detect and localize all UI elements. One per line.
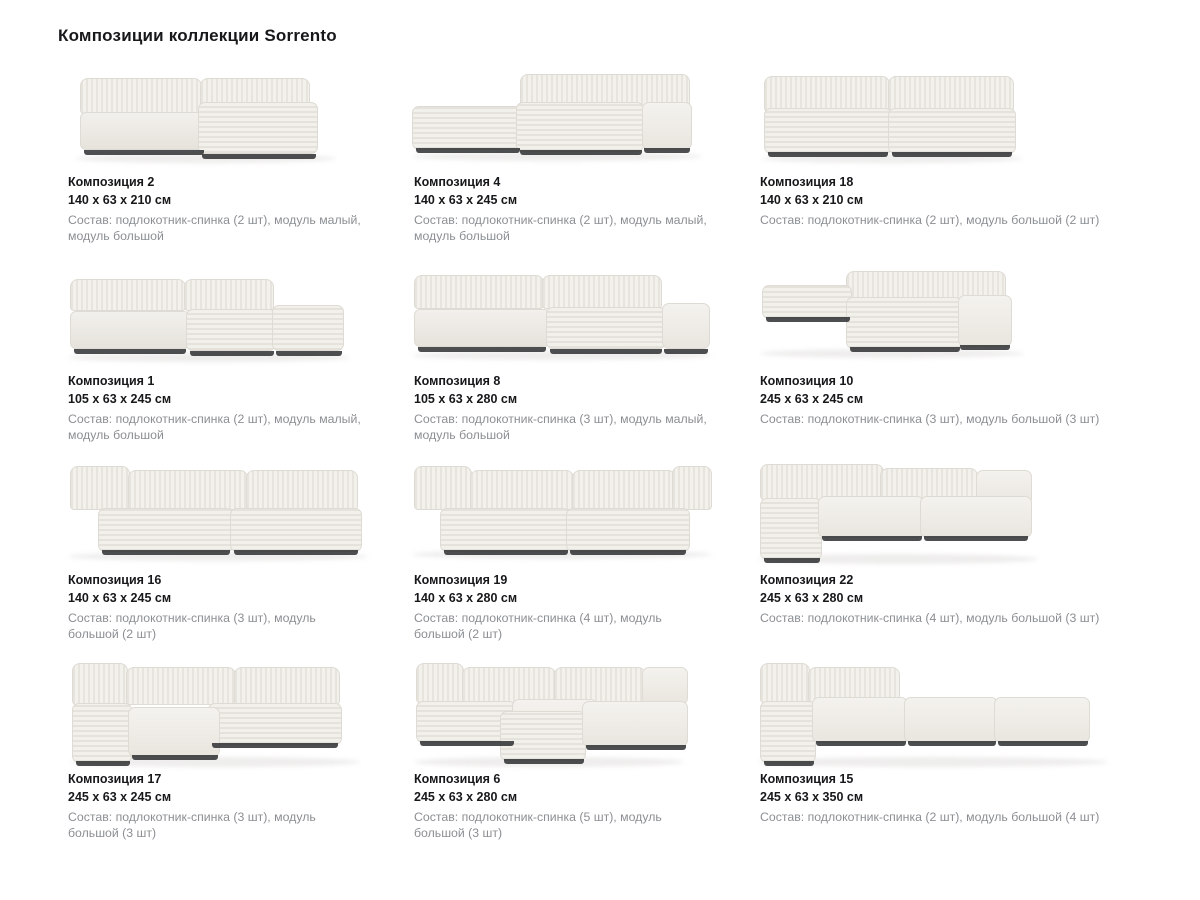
composition-card <box>394 62 734 261</box>
composition-name: Композиция 16 <box>68 573 162 587</box>
composition-name: Композиция 10 <box>760 374 854 388</box>
sofa-figure <box>58 460 378 572</box>
composition-modules: Состав: подлокотник-спинка (2 шт), модуль малый, модуль большой <box>414 213 707 243</box>
composition-card <box>394 659 734 858</box>
composition-modules: Состав: подлокотник-спинка (3 шт), модуль большой (2 шт) <box>68 611 316 641</box>
composition-card <box>394 460 734 659</box>
composition-card <box>48 460 388 659</box>
composition-card <box>740 261 1160 460</box>
composition-name: Композиция 2 <box>68 175 155 189</box>
composition-caption <box>750 373 1150 427</box>
composition-size: 245 x 63 x 350 см <box>760 790 864 804</box>
composition-size: 245 x 63 x 245 см <box>760 392 864 406</box>
composition-caption <box>58 174 378 244</box>
composition-name: Композиция 15 <box>760 772 854 786</box>
composition-card <box>740 659 1160 858</box>
sofa-figure <box>404 62 724 174</box>
composition-name: Композиция 18 <box>760 175 854 189</box>
composition-modules: Состав: подлокотник-спинка (4 шт), модуль большой (2 шт) <box>414 611 662 641</box>
sofa-figure <box>750 62 1150 174</box>
sofa-figure <box>58 659 378 771</box>
composition-caption <box>58 771 378 841</box>
composition-card <box>48 659 388 858</box>
sofa-figure <box>58 62 378 174</box>
composition-caption <box>750 174 1150 228</box>
composition-modules: Состав: подлокотник-спинка (2 шт), модуль большой (2 шт) <box>760 213 1100 227</box>
composition-size: 245 x 63 x 280 см <box>760 591 864 605</box>
composition-caption <box>404 174 724 244</box>
composition-caption <box>404 373 724 443</box>
composition-modules: Состав: подлокотник-спинка (2 шт), модуль малый, модуль большой <box>68 213 361 243</box>
composition-card <box>394 261 734 460</box>
sofa-figure <box>404 261 724 373</box>
composition-grid <box>48 62 1160 858</box>
composition-size: 140 x 63 x 210 см <box>68 193 172 207</box>
composition-caption <box>404 572 724 642</box>
composition-caption <box>404 771 724 841</box>
sofa-figure <box>750 659 1150 771</box>
composition-name: Композиция 4 <box>414 175 501 189</box>
composition-card <box>740 460 1160 659</box>
composition-name: Композиция 19 <box>414 573 508 587</box>
sofa-figure <box>404 460 724 572</box>
composition-card <box>740 62 1160 261</box>
composition-modules: Состав: подлокотник-спинка (2 шт), модуль большой (4 шт) <box>760 810 1100 824</box>
composition-name: Композиция 6 <box>414 772 501 786</box>
composition-name: Композиция 22 <box>760 573 854 587</box>
composition-name: Композиция 17 <box>68 772 162 786</box>
composition-size: 140 x 63 x 280 см <box>414 591 518 605</box>
page-title: Композиции коллекции Sorrento <box>58 26 337 45</box>
composition-modules: Состав: подлокотник-спинка (2 шт), модуль малый, модуль большой <box>68 412 361 442</box>
composition-modules: Состав: подлокотник-спинка (3 шт), модуль малый, модуль большой <box>414 412 707 442</box>
composition-caption <box>750 771 1150 825</box>
composition-size: 245 x 63 x 280 см <box>414 790 518 804</box>
composition-size: 105 x 63 x 280 см <box>414 392 518 406</box>
composition-caption <box>58 572 378 642</box>
sofa-figure <box>750 261 1150 373</box>
composition-caption <box>750 572 1150 626</box>
composition-card <box>48 62 388 261</box>
composition-name: Композиция 1 <box>68 374 155 388</box>
composition-card <box>48 261 388 460</box>
composition-size: 140 x 63 x 245 см <box>68 591 172 605</box>
sofa-figure <box>750 460 1150 572</box>
composition-size: 140 x 63 x 210 см <box>760 193 864 207</box>
composition-size: 140 x 63 x 245 см <box>414 193 518 207</box>
composition-modules: Состав: подлокотник-спинка (5 шт), модуль большой (3 шт) <box>414 810 662 840</box>
composition-name: Композиция 8 <box>414 374 501 388</box>
composition-modules: Состав: подлокотник-спинка (3 шт), модуль большой (3 шт) <box>760 412 1100 426</box>
composition-modules: Состав: подлокотник-спинка (4 шт), модуль большой (3 шт) <box>760 611 1100 625</box>
composition-caption <box>58 373 378 443</box>
composition-size: 245 x 63 x 245 см <box>68 790 172 804</box>
composition-size: 105 x 63 x 245 см <box>68 392 172 406</box>
sofa-figure <box>404 659 724 771</box>
composition-modules: Состав: подлокотник-спинка (3 шт), модуль большой (3 шт) <box>68 810 316 840</box>
sofa-figure <box>58 261 378 373</box>
